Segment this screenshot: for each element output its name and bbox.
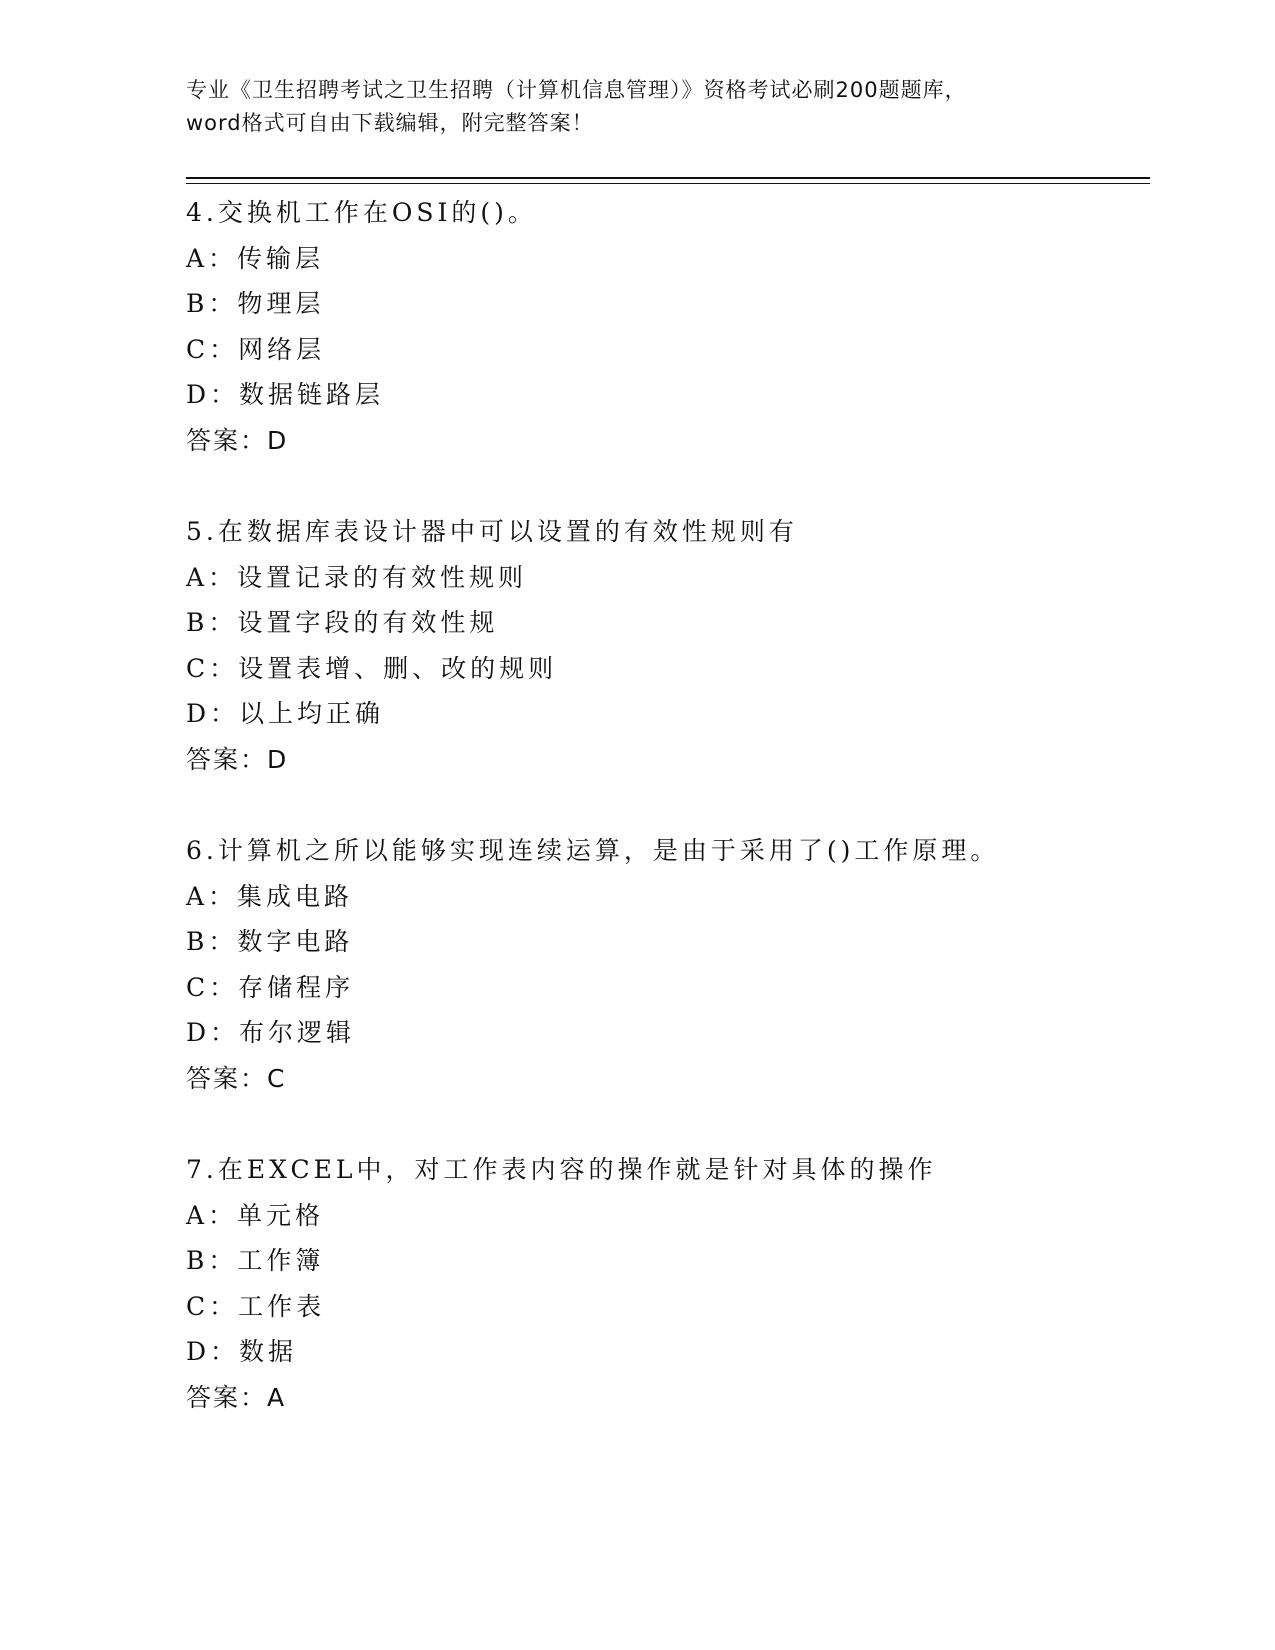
option-b: B：工作簿 <box>186 1246 325 1276</box>
answer-line: 答案：D <box>186 744 289 774</box>
option-d: D：数据 <box>186 1337 298 1367</box>
answer-line: 答案：D <box>186 425 289 455</box>
option-b: B：数字电路 <box>186 927 354 957</box>
option-a: A：传输层 <box>186 243 325 273</box>
document-header <box>186 74 1086 140</box>
header-subtitle-line: word格式可自由下载编辑，附完整答案！ <box>186 111 594 135</box>
option-c: C：工作表 <box>186 1291 326 1321</box>
question-stem: 4.交换机工作在OSI的()。 <box>186 198 537 227</box>
option-a: A：单元格 <box>186 1200 325 1230</box>
header-divider-thick <box>186 177 1150 179</box>
question-stem: 7.在EXCEL中，对工作表内容的操作就是针对具体的操作 <box>186 1155 937 1184</box>
option-c: C：网络层 <box>186 334 326 364</box>
option-b: B：物理层 <box>186 289 325 319</box>
question-4 <box>186 190 1146 509</box>
option-a: A：设置记录的有效性规则 <box>186 562 528 592</box>
header-title-line: 专业《卫生招聘考试之卫生招聘（计算机信息管理）》资格考试必刷200题题库， <box>186 78 967 102</box>
option-a: A：集成电路 <box>186 881 354 911</box>
question-6 <box>186 828 1146 1147</box>
question-7 <box>186 1147 1146 1466</box>
option-d: D：数据链路层 <box>186 380 385 410</box>
option-c: C：设置表增、删、改的规则 <box>186 653 558 683</box>
question-stem: 6.计算机之所以能够实现连续运算，是由于采用了()工作原理。 <box>186 836 1000 865</box>
option-d: D：布尔逻辑 <box>186 1018 356 1048</box>
answer-line: 答案：C <box>186 1063 287 1093</box>
header-divider-thin <box>186 183 1150 184</box>
question-stem: 5.在数据库表设计器中可以设置的有效性规则有 <box>186 517 798 546</box>
option-b: B：设置字段的有效性规 <box>186 608 499 638</box>
answer-line: 答案：A <box>186 1382 287 1412</box>
option-d: D：以上均正确 <box>186 699 385 729</box>
question-5 <box>186 509 1146 828</box>
question-list <box>186 190 1146 1466</box>
option-c: C：存储程序 <box>186 972 355 1002</box>
